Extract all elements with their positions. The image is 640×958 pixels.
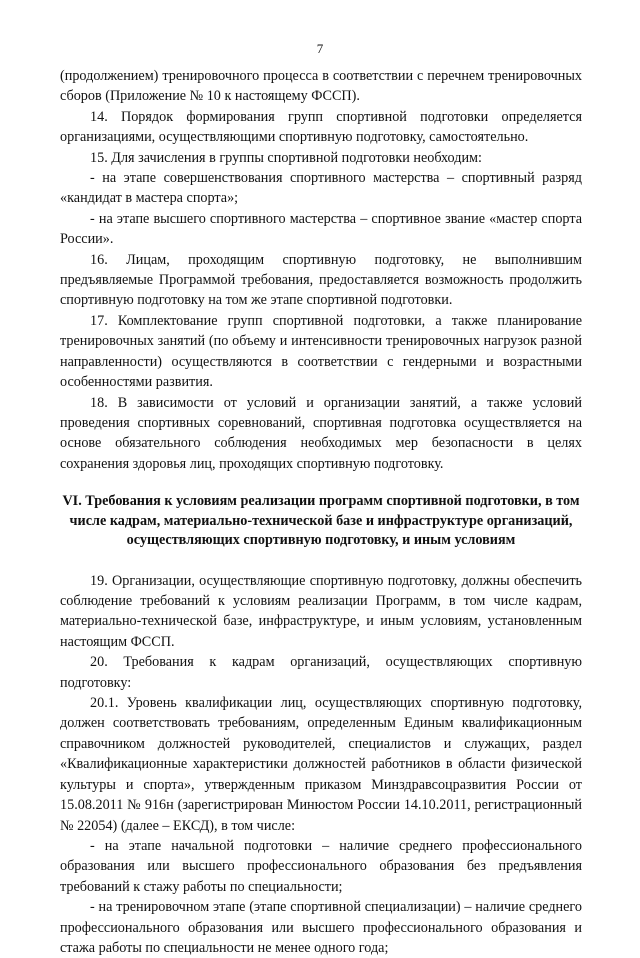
section-title: VI. Требования к условиям реализации программ спортивной подготовки, в том числе кадрам, материально-технической базе и инфраструктуре организаций, осуществляющих спортивную подготовку, и иным условиям bbox=[62, 493, 580, 549]
paragraph: 20. Требования к кадрам организаций, осуществляющих спортивную подготовку: bbox=[60, 654, 582, 691]
paragraph: (продолжением) тренировочного процесса в соответствии с перечнем тренировочных сборов (Приложение № 10 к настоящему ФССП). bbox=[60, 68, 582, 105]
paragraph: 19. Организации, осуществляющие спортивную подготовку, должны обеспечить соблюдение требований к условиям реализации Программ, в том числе кадрам, материально-технической базе, инфраструктуре, и иным условиям, установленным настоящим ФССП. bbox=[60, 572, 582, 650]
paragraph: - на этапе совершенствования спортивного мастерства – спортивный разряд «кандидат в мастера спорта»; bbox=[60, 170, 582, 207]
document-body bbox=[60, 66, 582, 958]
paragraph: - на тренировочном этапе (этапе спортивной специализации) – наличие среднего профессионального образования или высшего профессионального образования и стажа работы по специальности не менее одного года; bbox=[60, 899, 582, 956]
page-number: 7 bbox=[316, 41, 324, 56]
paragraph: 17. Комплектование групп спортивной подготовки, а также планирование тренировочных занятий (по объему и интенсивности тренировочных нагрузок разной направленности) осуществляются в соответствии с гендерными и возрастными особенностями развития. bbox=[60, 312, 582, 391]
paragraphs-after-section bbox=[60, 571, 582, 958]
paragraph: 18. В зависимости от условий и организации занятий, а также условий проведения спортивных соревнований, спортивная подготовка осуществляется на основе обязательного соблюдения необходимых мер безопасности в целях сохранения здоровья лиц, проходящих спортивную подготовку. bbox=[60, 394, 582, 472]
paragraph: 16. Лицам, проходящим спортивную подготовку, не выполнившим предъявляемые Программой требования, предоставляется возможность продолжить спортивную подготовку на том же этапе спортивной подготовки. bbox=[60, 251, 582, 309]
paragraph: - на этапе высшего спортивного мастерства – спортивное звание «мастер спорта России». bbox=[60, 210, 582, 248]
paragraph: - на этапе начальной подготовки – наличие среднего профессионального образования или высшего профессионального образования без предъявления требований к стажу работы по специальности; bbox=[60, 837, 582, 895]
paragraphs-before-section bbox=[60, 66, 582, 474]
paragraph: 14. Порядок формирования групп спортивной подготовки определяется организациями, осуществляющими спортивную подготовку, самостоятельно. bbox=[60, 108, 582, 146]
paragraph: 20.1. Уровень квалификации лиц, осуществляющих спортивную подготовку, должен соответствовать требованиям, определенным Единым квалификационным справочником должностей руководителей, специалистов и служащих, раздел «Квалификационные характеристики должностей работников в области физической культуры и спорта», утвержденным приказом Минздравсоцразвития России от 15.08.2011 № 916н (зарегистрирован Минюстом России 14.10.2011, регистрационный № 22054) (далее – ЕКСД), в том числе: bbox=[60, 695, 582, 834]
paragraph: 15. Для зачисления в группы спортивной подготовки необходим: bbox=[90, 149, 482, 166]
